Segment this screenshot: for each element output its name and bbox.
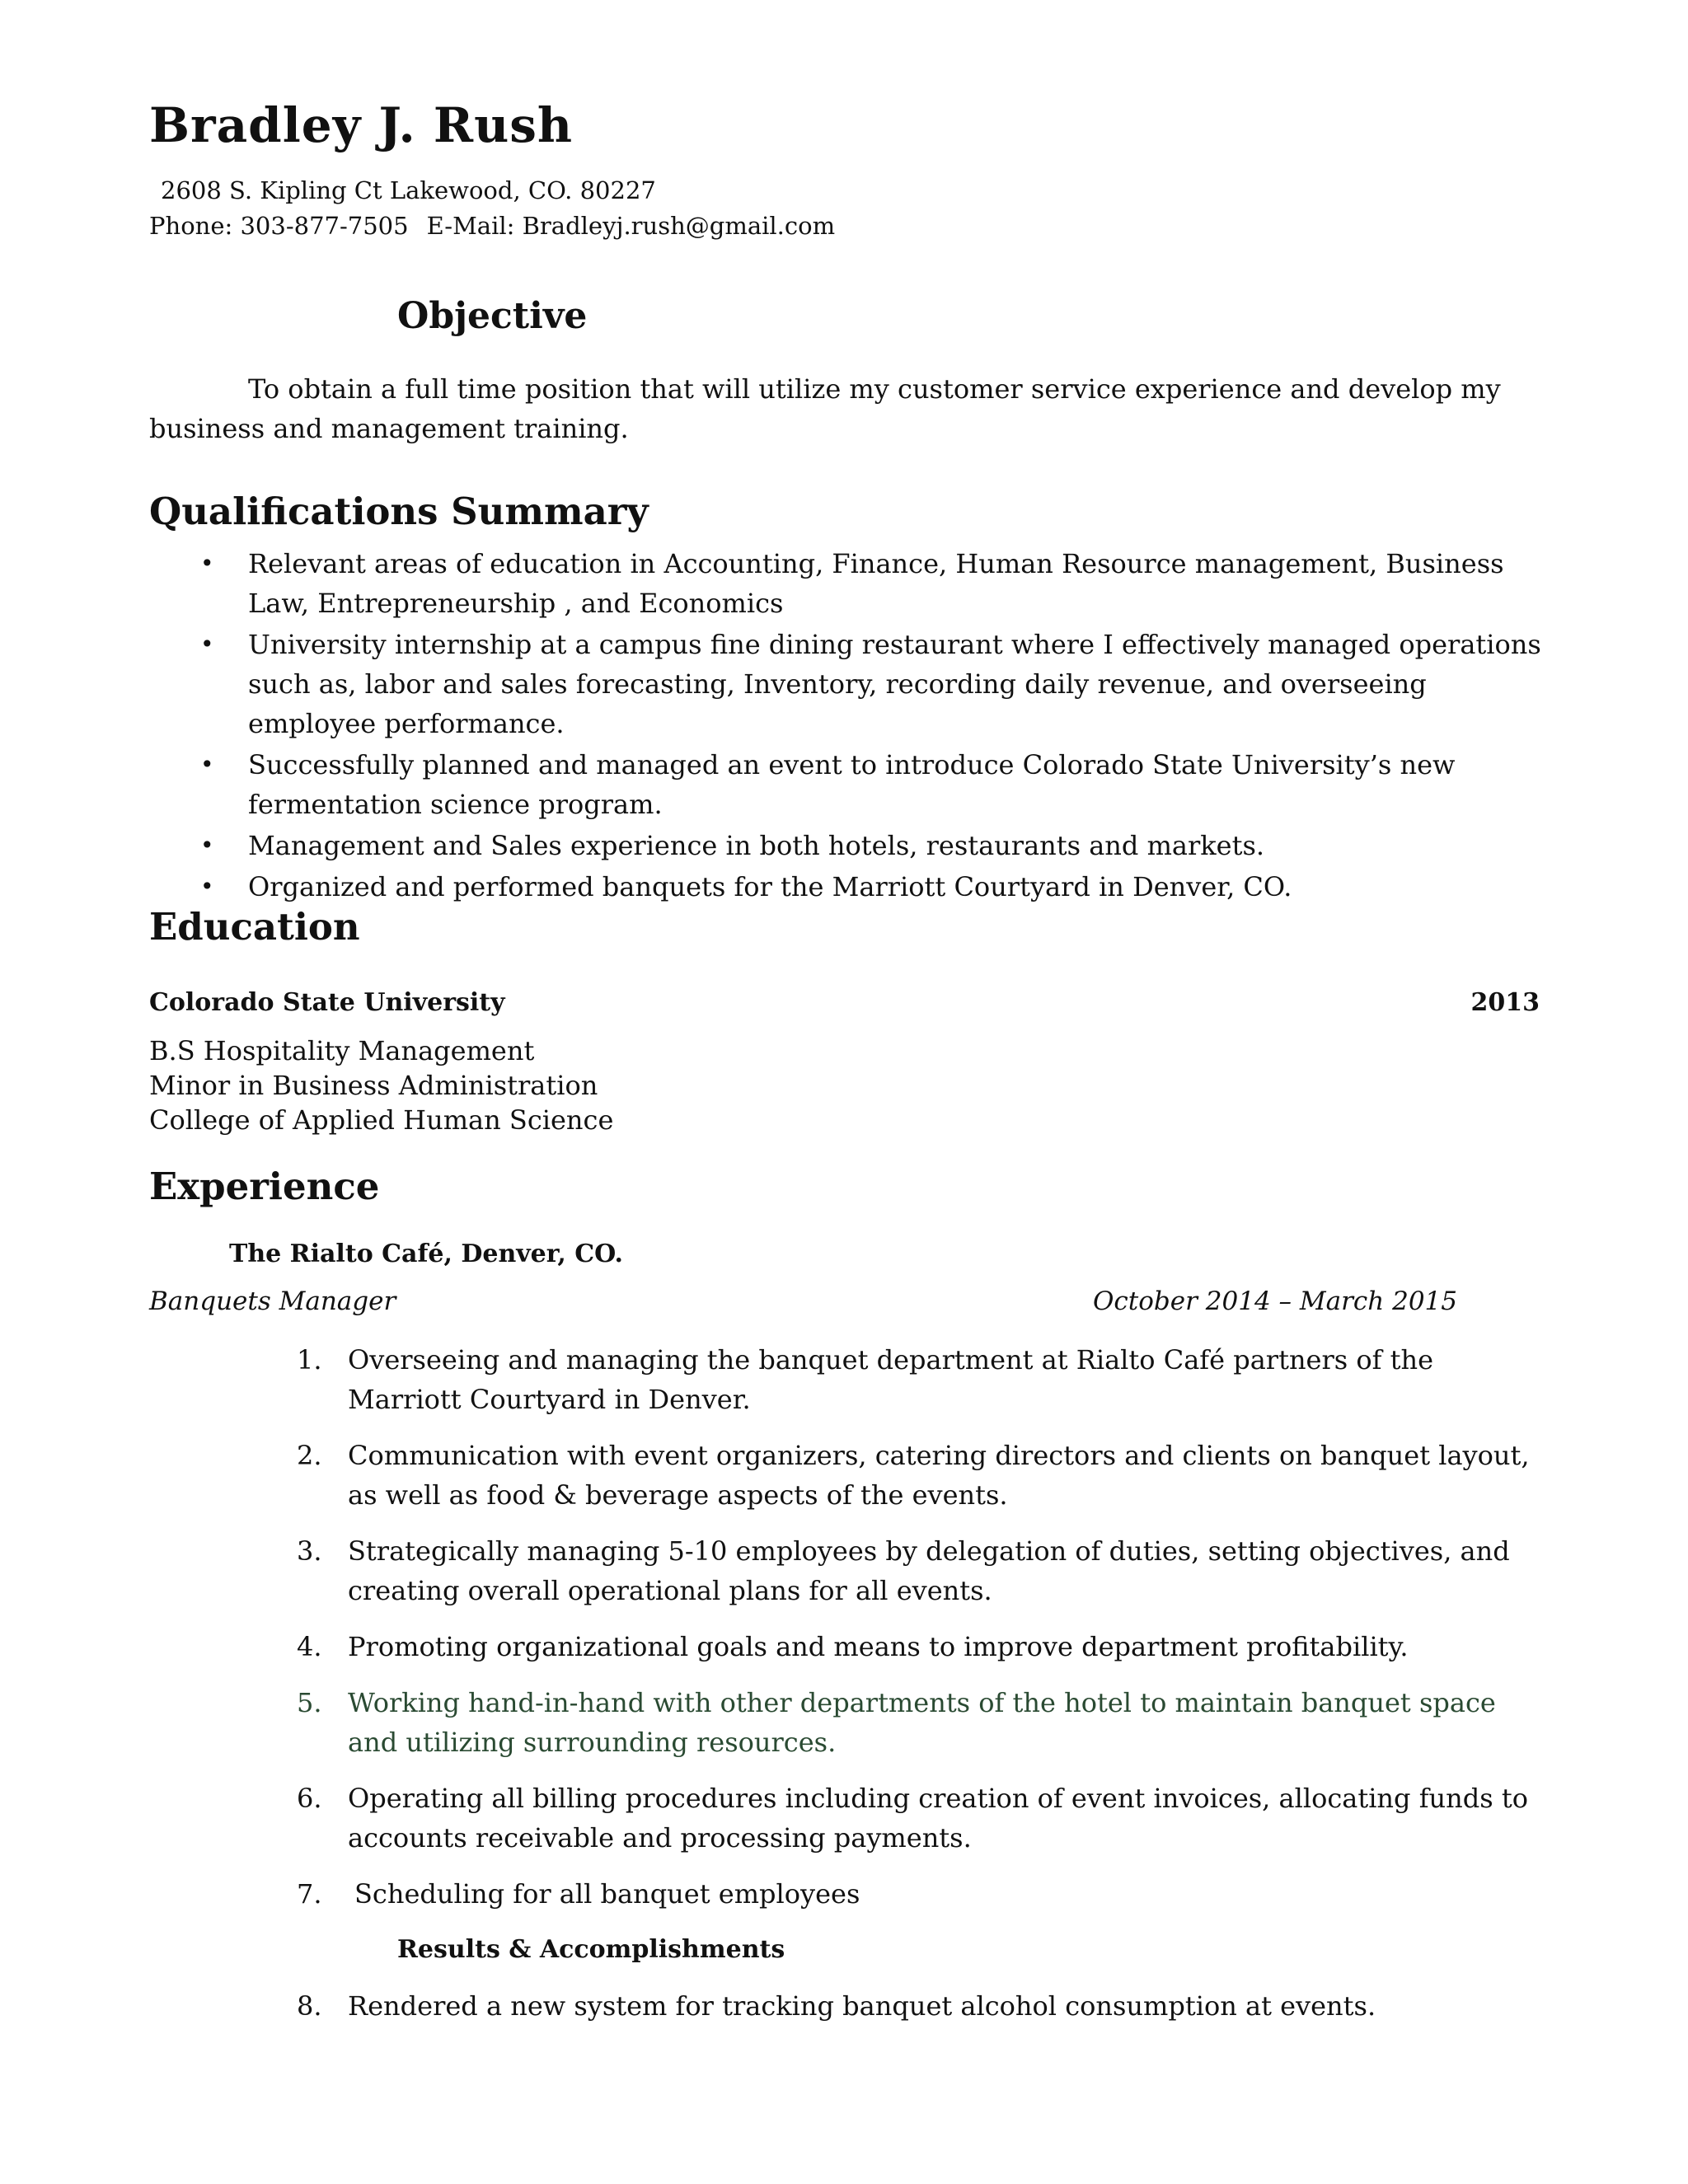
qualification-item [149,544,1550,623]
bullet-icon: • [200,832,214,859]
bullet-icon: • [200,630,214,658]
qualification-item [149,745,1550,824]
job-dates: October 2014 – March 2015 [1093,1286,1457,1316]
duty-text: Strategically managing 5-10 employees by delegation of duties, setting objectives, and creating overall operational plans for all events. [348,1535,1510,1606]
email: E-Mail: Bradleyj.rush@gmail.com [426,212,836,240]
bullet-icon: • [200,751,214,778]
qualification-text: University internship at a campus fine dining restaurant where I effectively managed operations such as, labor and sales forecasting, Inventory, recording daily revenue, and overseeing employee performance. [248,629,1541,739]
duty-number: 3. [297,1535,322,1567]
qualifications-list [149,544,1550,908]
duty-number: 7. [297,1878,322,1910]
duty-text: Promoting organizational goals and means to improve department profitability. [348,1631,1409,1662]
objective-heading: Objective [397,295,588,337]
result-text: Rendered a new system for tracking banquet alcohol consumption at events. [348,1990,1376,2022]
employer: The Rialto Café, Denver, CO. [229,1240,623,1268]
qualification-item [149,625,1550,743]
result-item [280,1986,1550,2026]
address: 2608 S. Kipling Ct Lakewood, CO. 80227 [161,176,656,204]
duty-text: Scheduling for all banquet employees [354,1878,860,1910]
duty-number: 5. [297,1687,322,1718]
qualification-text: Management and Sales experience in both hotels, restaurants and markets. [248,830,1265,861]
bullet-icon: • [200,873,214,900]
duty-number: 1. [297,1344,322,1376]
duty-item [280,1779,1550,1858]
duty-item [280,1340,1550,1419]
qualification-text: Relevant areas of education in Accounting, Finance, Human Resource management, Business Law, Entrepreneurship , and Economics [248,548,1504,619]
duty-text: Working hand-in-hand with other departments of the hotel to maintain banquet space and utilizing surrounding resources. [348,1687,1496,1758]
duty-text: Communication with event organizers, catering directors and clients on banquet layout, as well as food & beverage aspects of the events. [348,1440,1530,1511]
phone: Phone: 303-877-7505 [149,212,409,240]
duty-number: 4. [297,1631,322,1662]
qualification-item [149,826,1550,865]
duties-list [280,1340,1550,2042]
duty-item [280,1436,1550,1515]
qualifications-heading: Qualifications Summary [149,490,649,533]
experience-heading: Experience [149,1165,380,1208]
contact-line [149,212,835,240]
qualification-text: Organized and performed banquets for the Marriott Courtyard in Denver, CO. [248,871,1292,902]
graduation-year: 2013 [1470,988,1540,1017]
duty-item [280,1874,1550,1914]
minor: Minor in Business Administration [149,1070,598,1101]
result-number: 8. [297,1990,322,2022]
duty-text: Operating all billing procedures including creation of event invoices, allocating funds to accounts receivable and processing payments. [348,1783,1528,1854]
duty-item [280,1627,1550,1666]
applicant-name: Bradley J. Rush [149,97,574,153]
degree: B.S Hospitality Management [149,1035,535,1066]
duty-number: 2. [297,1440,322,1471]
qualification-text: Successfully planned and managed an event to introduce Colorado State University’s new fermentation science program. [248,749,1456,820]
duty-item [280,1531,1550,1610]
duty-text: Overseeing and managing the banquet department at Rialto Café partners of the Marriott Courtyard in Denver. [348,1344,1434,1415]
college: College of Applied Human Science [149,1104,614,1136]
objective-text: To obtain a full time position that will utilize my customer service experience and develop my business and management training. [149,373,1501,444]
qualification-item [149,867,1550,907]
job-title: Banquets Manager [149,1286,396,1316]
school-name: Colorado State University [149,988,505,1017]
duty-item [280,1683,1550,1762]
education-heading: Education [149,905,360,949]
bullet-icon: • [200,550,214,577]
duty-number: 6. [297,1783,322,1814]
results-heading: Results & Accomplishments [397,1935,785,1964]
